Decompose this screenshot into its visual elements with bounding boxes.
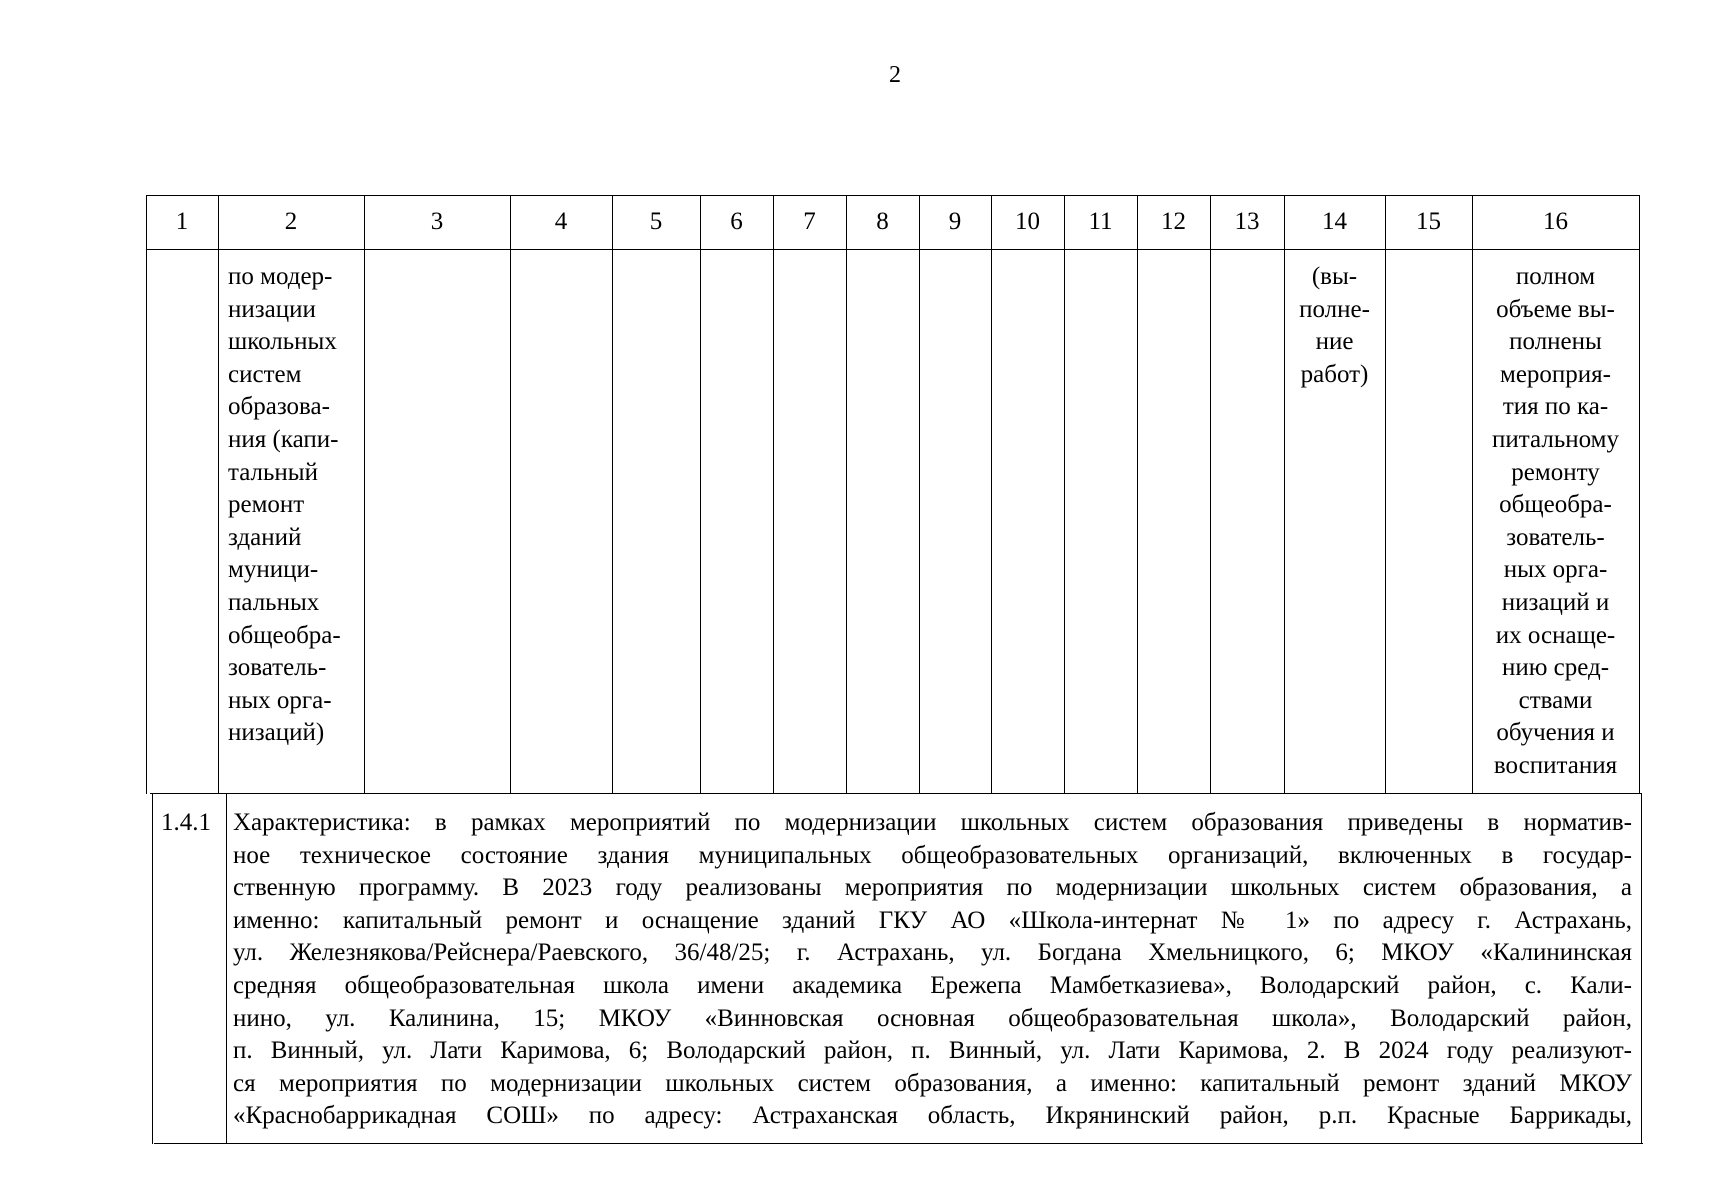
col-border xyxy=(773,195,774,794)
text-line: их оснаще- xyxy=(1495,621,1616,649)
col-border xyxy=(846,195,847,794)
text-line: именно: капитальный ремонт и оснащение зданий ГКУ АО «Школа-интернат № 1» по адресу г. Астрахань, xyxy=(233,906,1632,934)
col-border xyxy=(218,195,219,794)
row1-col16-text xyxy=(1472,261,1639,783)
row1-col2-text xyxy=(228,261,362,750)
header-cell-10: 10 xyxy=(1015,208,1040,235)
row2-left-border xyxy=(152,793,153,1144)
text-line: ся мероприятия по модернизации школьных систем образования, а именно: капитальный ремонт зданий МКОУ xyxy=(233,1069,1632,1097)
header-cell-5: 5 xyxy=(649,208,663,235)
text-line: полнены xyxy=(1509,328,1602,356)
text-line: ул. Железнякова/Рейснера/Раевского, 36/48/25; г. Астрахань, ул. Богдана Хмельницкого, 6; МКОУ «Калининская xyxy=(233,939,1632,967)
text-line: зданий xyxy=(228,523,302,551)
text-line: систем xyxy=(228,360,302,388)
col-border xyxy=(1385,195,1386,794)
text-line: полне- xyxy=(1299,295,1370,323)
header-cell-8: 8 xyxy=(876,208,889,235)
text-line: работ) xyxy=(1300,360,1369,388)
text-line: низаций и xyxy=(1501,588,1610,616)
col-border xyxy=(919,195,920,794)
text-line: ние xyxy=(1315,328,1354,356)
text-line: п. Винный, ул. Лати Каримова, 6; Володарский район, п. Винный, ул. Лати Каримова, 2. В 2024 году реализуют- xyxy=(233,1037,1632,1065)
text-line: зователь- xyxy=(1506,523,1605,551)
col-border xyxy=(364,195,365,794)
text-line: ных орга- xyxy=(228,686,332,714)
text-line: нию сред- xyxy=(1501,654,1610,682)
text-line: ремонт xyxy=(228,491,305,519)
header-cell-12: 12 xyxy=(1161,208,1186,235)
header-cell-9: 9 xyxy=(948,208,962,235)
header-cell-13: 13 xyxy=(1234,208,1260,235)
text-line: ствами xyxy=(1518,686,1593,714)
header-cell-16: 16 xyxy=(1543,208,1568,235)
text-line: школьных xyxy=(228,328,337,356)
text-line: средняя общеобразовательная школа имени академика Ережепа Мамбетказиева», Володарский район, с. Кали- xyxy=(233,971,1632,999)
text-line: ственную программу. В 2023 году реализованы мероприятия по модернизации школьных систем образования, а xyxy=(233,874,1632,902)
header-cell-14: 14 xyxy=(1322,208,1347,235)
header-row-border xyxy=(146,249,1640,250)
col-border xyxy=(1137,195,1138,794)
row2-description xyxy=(233,807,1632,1133)
col-border xyxy=(612,195,613,794)
col-border xyxy=(1210,195,1211,794)
header-cell-7: 7 xyxy=(803,208,816,235)
text-line: ремонту xyxy=(1511,458,1600,486)
text-line: воспитания xyxy=(1493,751,1618,779)
header-cell-3: 3 xyxy=(430,208,444,235)
text-line: тальный xyxy=(228,458,318,486)
page-number: 2 xyxy=(889,62,901,88)
row2-right-border xyxy=(1641,793,1642,1144)
header-cell-6: 6 xyxy=(730,208,743,235)
text-line: ных орга- xyxy=(1503,556,1608,584)
text-line: мероприя- xyxy=(1500,360,1611,388)
text-line: ния (капи- xyxy=(228,425,339,453)
header-cell-4: 4 xyxy=(554,208,568,235)
col-border xyxy=(510,195,511,794)
table-bottom-border xyxy=(154,1143,1643,1144)
row2-mid-border xyxy=(226,793,227,1144)
text-line: тия по ка- xyxy=(1502,393,1609,421)
text-line: обучения и xyxy=(1496,719,1615,747)
text-line: питальному xyxy=(1492,425,1619,453)
text-line: низации xyxy=(228,295,316,323)
text-line: нино, ул. Калинина, 15; МКОУ «Винновская основная общеобразовательная школа», Володарский район, xyxy=(233,1004,1632,1032)
text-line: общеобра- xyxy=(1499,491,1612,519)
col-border xyxy=(1064,195,1065,794)
text-line: низаций) xyxy=(228,719,325,747)
text-line: образова- xyxy=(228,393,330,421)
row1-col14-text xyxy=(1284,261,1385,391)
text-line: (вы- xyxy=(1311,263,1358,290)
text-line: общеобра- xyxy=(228,621,341,649)
row2-number: 1.4.1 xyxy=(161,809,211,836)
col-border xyxy=(146,195,147,794)
header-cell-11: 11 xyxy=(1088,208,1113,235)
text-line: полном xyxy=(1515,263,1596,290)
header-cell-2: 2 xyxy=(284,208,298,235)
text-line: муници- xyxy=(228,556,319,584)
row1-bottom-border xyxy=(150,793,1642,794)
text-line: пальных xyxy=(228,588,320,616)
header-cell-1: 1 xyxy=(175,208,189,235)
col-border xyxy=(700,195,701,794)
text-line: объеме вы- xyxy=(1496,295,1615,323)
text-line: Характеристика: в рамках мероприятий по модернизации школьных систем образования приведены в норматив- xyxy=(233,809,1632,836)
col-border xyxy=(991,195,992,794)
col-border xyxy=(1639,195,1640,794)
header-cell-15: 15 xyxy=(1416,208,1441,235)
text-line: «Краснобаррикадная СОШ» по адресу: Астраханская область, Икрянинский район, р.п. Красные Баррикады, xyxy=(233,1102,1632,1130)
text-line: ное техническое состояние здания муниципальных общеобразовательных организаций, включенных в государ- xyxy=(233,841,1632,869)
text-line: зователь- xyxy=(228,654,327,682)
text-line: по модер- xyxy=(228,263,333,290)
